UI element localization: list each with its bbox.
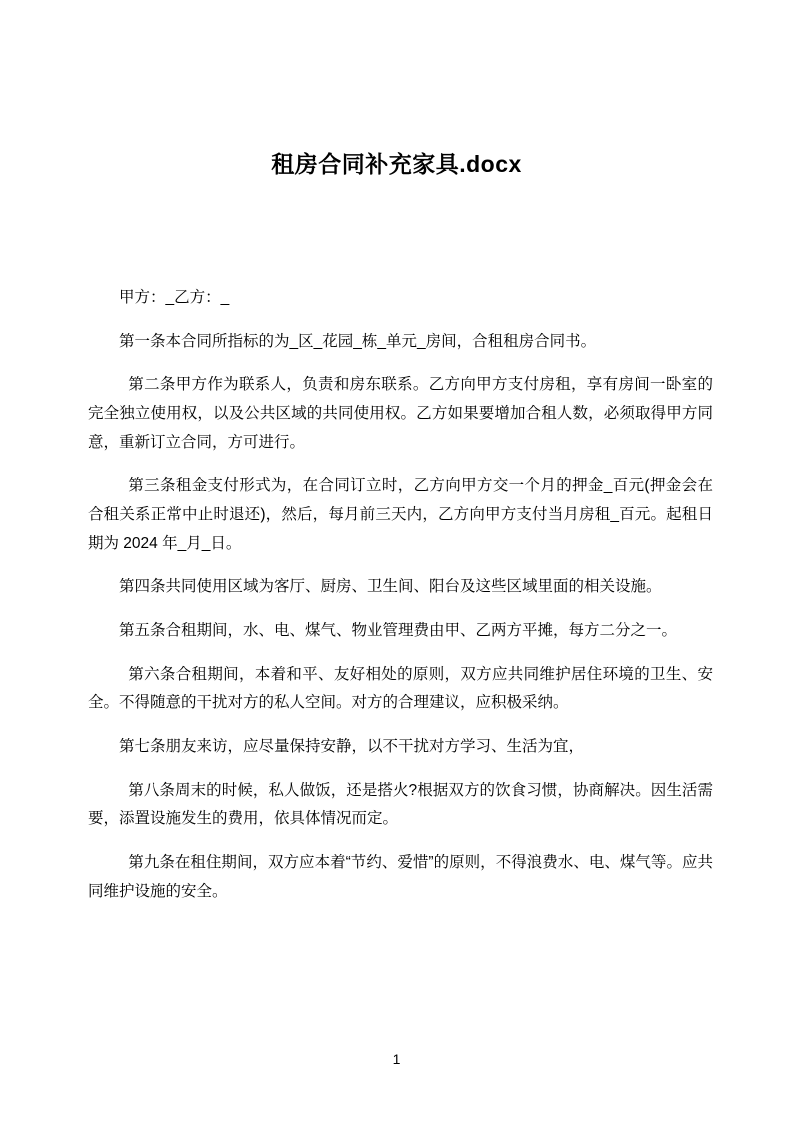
paragraph-clause-3: 第三条租金支付形式为，在合同订立时，乙方向甲方交一个月的押金_百元(押金会在合租关系正常中止时退还)，然后，每月前三天内，乙方向甲方支付当月房租_百元。起租日期为 2024 年_月_日。 [88,477,713,552]
page-title: 租房合同补充家具.docx [271,151,522,178]
paragraph-clause-7: 第七条朋友来访，应尽量保持安静，以不干扰对方学习、生活为宜， [119,738,585,756]
paragraph-parties: 甲方：_乙方：_ [119,289,230,306]
paragraph-clause-8: 第八条周末的时候，私人做饭，还是搭火?根据双方的饮食习惯，协商解决。因生活需要，添置设施发生的费用，依具体情况而定。 [88,781,713,828]
page-number: 1 [392,1051,401,1067]
paragraph-clause-6: 第六条合租期间，本着和平、友好相处的原则，双方应共同维护居住环境的卫生、安全。不得随意的干扰对方的私人空间。对方的合理建议，应积极采纳。 [88,665,713,712]
paragraph-clause-5: 第五条合租期间，水、电、煤气、物业管理费由甲、乙两方平摊，每方二分之一。 [119,622,678,640]
document-body [88,284,713,921]
paragraph-clause-4: 第四条共同使用区域为客厅、厨房、卫生间、阳台及这些区域里面的相关设施。 [119,578,662,596]
paragraph-clause-1: 第一条本合同所指标的为_区_花园_栋_单元_房间，合租租房合同书。 [119,332,597,350]
paragraph-clause-9: 第九条在租住期间，双方应本着“节约、爱惜”的原则，不得浪费水、电、煤气等。应共同维护设施的安全。 [88,854,713,900]
paragraph-clause-2: 第二条甲方作为联系人，负责和房东联系。乙方向甲方支付房租，享有房间一卧室的完全独立使用权，以及公共区域的共同使用权。乙方如果要增加合租人数，必须取得甲方同意，重新订立合同，方可进行。 [88,376,713,451]
